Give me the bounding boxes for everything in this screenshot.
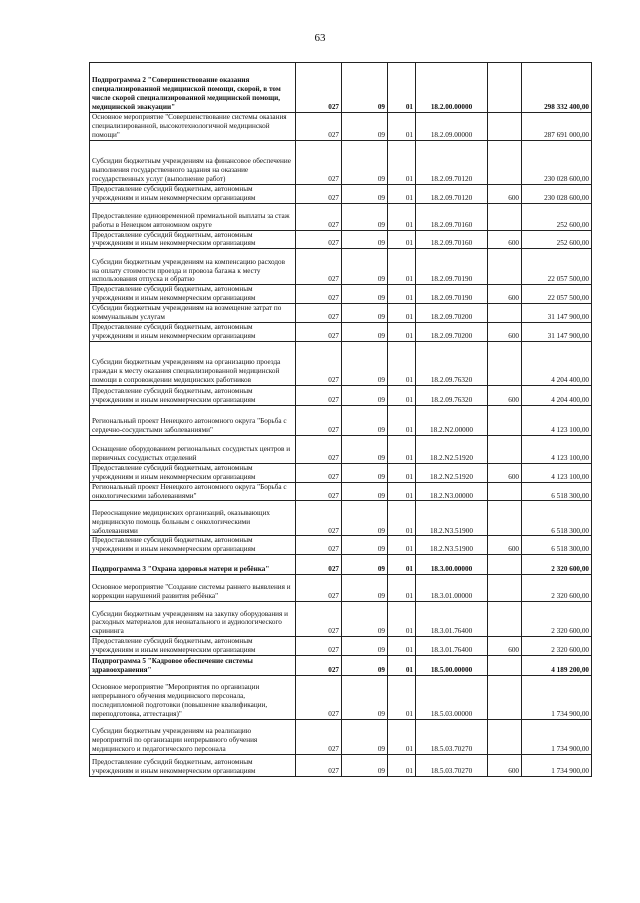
row-amount-cell: 252 600,00	[522, 230, 592, 249]
table-row	[90, 230, 592, 249]
row-admin-code-cell: 027	[296, 536, 342, 555]
row-name-cell: Предоставление субсидий бюджетным, автономным учреждениям и иным некоммерческим организациям	[90, 184, 296, 203]
row-amount-cell: 6 518 300,00	[522, 536, 592, 555]
table-row	[90, 501, 592, 536]
row-expense-type-cell	[488, 555, 522, 575]
row-section-cell: 09	[342, 435, 388, 463]
table-row	[90, 435, 592, 463]
row-subsection-cell: 01	[388, 482, 416, 501]
row-name-cell: Субсидии бюджетным учреждениям на организацию проезда граждан к месту оказания специализированной медицинской помощи в сопровождении медицинских работников	[90, 341, 296, 385]
row-admin-code-cell: 027	[296, 304, 342, 323]
row-section-cell: 09	[342, 203, 388, 230]
row-amount-cell: 4 123 100,00	[522, 405, 592, 435]
row-name-cell: Субсидии бюджетным учреждениям на закупку оборудования и расходных материалов для неонатального и аудиологического скрининга	[90, 602, 296, 637]
row-admin-code-cell: 027	[296, 482, 342, 501]
table-row	[90, 555, 592, 575]
row-section-cell: 09	[342, 575, 388, 602]
row-admin-code-cell: 027	[296, 322, 342, 341]
row-target-article-cell: 18.5.03.70270	[416, 755, 488, 777]
row-amount-cell: 230 028 600,00	[522, 184, 592, 203]
table-row	[90, 720, 592, 755]
row-admin-code-cell: 027	[296, 140, 342, 184]
row-name-cell: Субсидии бюджетным учреждениям на финансовое обеспечение выполнения государственного задания на оказание государственных услуг (выполнение работ)	[90, 140, 296, 184]
row-name-cell: Предоставление субсидий бюджетным, автономным учреждениям и иным некоммерческим организациям	[90, 637, 296, 656]
row-section-cell: 09	[342, 602, 388, 637]
row-expense-type-cell	[488, 113, 522, 141]
row-name-cell: Региональный проект Ненецкого автономного округа "Борьба с онкологическими заболеваниями"	[90, 482, 296, 501]
row-section-cell: 09	[342, 385, 388, 405]
table-row	[90, 304, 592, 323]
row-expense-type-cell	[488, 203, 522, 230]
table-row	[90, 602, 592, 637]
row-section-cell: 09	[342, 113, 388, 141]
page-number: 63	[314, 32, 326, 44]
table-row	[90, 113, 592, 141]
row-expense-type-cell	[488, 341, 522, 385]
row-expense-type-cell	[488, 140, 522, 184]
row-section-cell: 09	[342, 463, 388, 482]
row-target-article-cell: 18.3.01.76400	[416, 637, 488, 656]
row-expense-type-cell: 600	[488, 463, 522, 482]
row-amount-cell: 1 734 900,00	[522, 720, 592, 755]
row-target-article-cell: 18.2.N3.51900	[416, 536, 488, 555]
row-name-cell: Подпрограмма 2 "Совершенствование оказания специализированной медицинской помощи, скорой, в том числе скорой специализированной медицинской помощи, медицинской эвакуации"	[90, 63, 296, 113]
row-expense-type-cell	[488, 435, 522, 463]
row-subsection-cell: 01	[388, 720, 416, 755]
row-subsection-cell: 01	[388, 405, 416, 435]
row-target-article-cell: 18.2.N3.51900	[416, 501, 488, 536]
row-section-cell: 09	[342, 482, 388, 501]
row-name-cell: Субсидии бюджетным учреждениям на реализацию мероприятий по организации непрерывного обучения медицинского и педагогического персонала	[90, 720, 296, 755]
row-name-cell: Предоставление субсидий бюджетным, автономным учреждениям и иным некоммерческим организациям	[90, 230, 296, 249]
row-subsection-cell: 01	[388, 304, 416, 323]
row-name-cell: Региональный проект Ненецкого автономного округа "Борьба с сердечно-сосудистыми заболеваниями"	[90, 405, 296, 435]
row-target-article-cell: 18.2.N2.00000	[416, 405, 488, 435]
row-section-cell: 09	[342, 720, 388, 755]
row-name-cell: Предоставление субсидий бюджетным, автономным учреждениям и иным некоммерческим организациям	[90, 385, 296, 405]
row-section-cell: 09	[342, 230, 388, 249]
row-name-cell: Предоставление субсидий бюджетным, автономным учреждениям и иным некоммерческим организациям	[90, 463, 296, 482]
row-subsection-cell: 01	[388, 463, 416, 482]
row-subsection-cell: 01	[388, 676, 416, 720]
row-expense-type-cell	[488, 656, 522, 676]
row-name-cell: Основное мероприятие "Создание системы раннего выявления и коррекции нарушений развития ребёнка"	[90, 575, 296, 602]
row-target-article-cell: 18.2.09.70200	[416, 322, 488, 341]
row-subsection-cell: 01	[388, 322, 416, 341]
row-name-cell: Предоставление субсидий бюджетным, автономным учреждениям и иным некоммерческим организациям	[90, 755, 296, 777]
row-expense-type-cell: 600	[488, 184, 522, 203]
row-amount-cell: 22 057 500,00	[522, 285, 592, 304]
row-admin-code-cell: 027	[296, 656, 342, 676]
row-name-cell: Субсидии бюджетным учреждениям на компенсацию расходов на оплату стоимости проезда и провоза багажа к месту использования отпуска и обратно	[90, 249, 296, 285]
row-subsection-cell: 01	[388, 637, 416, 656]
row-target-article-cell: 18.2.09.70120	[416, 184, 488, 203]
row-name-cell: Предоставление субсидий бюджетным, автономным учреждениям и иным некоммерческим организациям	[90, 536, 296, 555]
row-section-cell: 09	[342, 656, 388, 676]
table-row	[90, 482, 592, 501]
row-expense-type-cell: 600	[488, 385, 522, 405]
row-expense-type-cell: 600	[488, 755, 522, 777]
row-subsection-cell: 01	[388, 555, 416, 575]
row-section-cell: 09	[342, 63, 388, 113]
row-target-article-cell: 18.2.09.70160	[416, 230, 488, 249]
row-subsection-cell: 01	[388, 184, 416, 203]
table-row	[90, 637, 592, 656]
row-target-article-cell: 18.3.00.00000	[416, 555, 488, 575]
row-admin-code-cell: 027	[296, 720, 342, 755]
row-admin-code-cell: 027	[296, 602, 342, 637]
row-subsection-cell: 01	[388, 385, 416, 405]
row-expense-type-cell	[488, 482, 522, 501]
row-subsection-cell: 01	[388, 536, 416, 555]
row-amount-cell: 298 332 400,00	[522, 63, 592, 113]
table-row	[90, 755, 592, 777]
table-row	[90, 656, 592, 676]
table-row	[90, 463, 592, 482]
row-subsection-cell: 01	[388, 230, 416, 249]
row-admin-code-cell: 027	[296, 385, 342, 405]
row-admin-code-cell: 027	[296, 755, 342, 777]
table-row	[90, 676, 592, 720]
row-amount-cell: 31 147 900,00	[522, 322, 592, 341]
row-name-cell: Подпрограмма 5 "Кадровое обеспечение системы здравоохранения"	[90, 656, 296, 676]
row-subsection-cell: 01	[388, 249, 416, 285]
row-admin-code-cell: 027	[296, 676, 342, 720]
row-target-article-cell: 18.2.N2.51920	[416, 463, 488, 482]
row-admin-code-cell: 027	[296, 405, 342, 435]
row-expense-type-cell: 600	[488, 322, 522, 341]
row-target-article-cell: 18.2.09.76320	[416, 341, 488, 385]
row-target-article-cell: 18.2.00.00000	[416, 63, 488, 113]
row-amount-cell: 2 320 600,00	[522, 602, 592, 637]
row-section-cell: 09	[342, 536, 388, 555]
row-admin-code-cell: 027	[296, 203, 342, 230]
row-subsection-cell: 01	[388, 285, 416, 304]
budget-table	[89, 62, 592, 777]
row-subsection-cell: 01	[388, 575, 416, 602]
row-subsection-cell: 01	[388, 501, 416, 536]
row-target-article-cell: 18.2.09.70200	[416, 304, 488, 323]
row-admin-code-cell: 027	[296, 63, 342, 113]
row-section-cell: 09	[342, 405, 388, 435]
table-row	[90, 285, 592, 304]
row-subsection-cell: 01	[388, 602, 416, 637]
row-target-article-cell: 18.2.09.70190	[416, 285, 488, 304]
row-amount-cell: 31 147 900,00	[522, 304, 592, 323]
row-target-article-cell: 18.3.01.76400	[416, 602, 488, 637]
row-amount-cell: 4 123 100,00	[522, 463, 592, 482]
table-row	[90, 341, 592, 385]
row-admin-code-cell: 027	[296, 555, 342, 575]
row-target-article-cell: 18.2.09.70120	[416, 140, 488, 184]
table-row	[90, 63, 592, 113]
row-amount-cell: 287 691 000,00	[522, 113, 592, 141]
row-target-article-cell: 18.5.00.00000	[416, 656, 488, 676]
row-expense-type-cell	[488, 405, 522, 435]
row-admin-code-cell: 027	[296, 249, 342, 285]
row-target-article-cell: 18.2.09.00000	[416, 113, 488, 141]
row-expense-type-cell: 600	[488, 285, 522, 304]
row-expense-type-cell	[488, 575, 522, 602]
row-expense-type-cell	[488, 602, 522, 637]
row-subsection-cell: 01	[388, 203, 416, 230]
row-amount-cell: 4 204 400,00	[522, 341, 592, 385]
row-name-cell: Предоставление субсидий бюджетным, автономным учреждениям и иным некоммерческим организациям	[90, 285, 296, 304]
row-admin-code-cell: 027	[296, 501, 342, 536]
row-section-cell: 09	[342, 322, 388, 341]
row-subsection-cell: 01	[388, 140, 416, 184]
row-name-cell: Основное мероприятие "Мероприятия по организации непрерывного обучения медицинского персонала, последипломной подготовки (повышение квалификации, переподготовка, аттестация)"	[90, 676, 296, 720]
row-target-article-cell: 18.2.09.70190	[416, 249, 488, 285]
table-row	[90, 140, 592, 184]
row-amount-cell: 1 734 900,00	[522, 755, 592, 777]
row-target-article-cell: 18.2.09.70160	[416, 203, 488, 230]
row-amount-cell: 6 518 300,00	[522, 501, 592, 536]
row-amount-cell: 2 320 600,00	[522, 555, 592, 575]
row-admin-code-cell: 027	[296, 575, 342, 602]
row-amount-cell: 4 204 400,00	[522, 385, 592, 405]
row-amount-cell: 2 320 600,00	[522, 575, 592, 602]
row-admin-code-cell: 027	[296, 230, 342, 249]
row-section-cell: 09	[342, 676, 388, 720]
row-amount-cell: 6 518 300,00	[522, 482, 592, 501]
row-amount-cell: 4 189 200,00	[522, 656, 592, 676]
row-admin-code-cell: 027	[296, 463, 342, 482]
row-expense-type-cell	[488, 676, 522, 720]
row-amount-cell: 230 028 600,00	[522, 140, 592, 184]
table-row	[90, 575, 592, 602]
row-subsection-cell: 01	[388, 656, 416, 676]
row-target-article-cell: 18.5.03.70270	[416, 720, 488, 755]
row-section-cell: 09	[342, 249, 388, 285]
row-section-cell: 09	[342, 341, 388, 385]
row-amount-cell: 4 123 100,00	[522, 435, 592, 463]
row-target-article-cell: 18.2.09.76320	[416, 385, 488, 405]
row-target-article-cell: 18.2.N3.00000	[416, 482, 488, 501]
row-section-cell: 09	[342, 285, 388, 304]
table-row	[90, 405, 592, 435]
row-amount-cell: 252 600,00	[522, 203, 592, 230]
row-section-cell: 09	[342, 304, 388, 323]
row-expense-type-cell	[488, 63, 522, 113]
row-expense-type-cell	[488, 720, 522, 755]
row-expense-type-cell: 600	[488, 536, 522, 555]
row-target-article-cell: 18.3.01.00000	[416, 575, 488, 602]
row-expense-type-cell: 600	[488, 230, 522, 249]
row-expense-type-cell: 600	[488, 637, 522, 656]
budget-table-body	[90, 63, 592, 777]
row-amount-cell: 2 320 600,00	[522, 637, 592, 656]
table-row	[90, 322, 592, 341]
row-target-article-cell: 18.2.N2.51920	[416, 435, 488, 463]
row-admin-code-cell: 027	[296, 184, 342, 203]
row-name-cell: Субсидии бюджетным учреждениям на возмещение затрат по коммунальным услугам	[90, 304, 296, 323]
row-admin-code-cell: 027	[296, 113, 342, 141]
row-expense-type-cell	[488, 249, 522, 285]
row-expense-type-cell	[488, 501, 522, 536]
row-name-cell: Подпрограмма 3 "Охрана здоровья матери и ребёнка"	[90, 555, 296, 575]
table-row	[90, 184, 592, 203]
row-section-cell: 09	[342, 184, 388, 203]
row-target-article-cell: 18.5.03.00000	[416, 676, 488, 720]
row-section-cell: 09	[342, 555, 388, 575]
row-subsection-cell: 01	[388, 63, 416, 113]
row-section-cell: 09	[342, 637, 388, 656]
row-subsection-cell: 01	[388, 755, 416, 777]
row-name-cell: Предоставление единовременной премиальной выплаты за стаж работы в Ненецком автономном округе	[90, 203, 296, 230]
table-row	[90, 536, 592, 555]
row-expense-type-cell	[488, 304, 522, 323]
row-subsection-cell: 01	[388, 113, 416, 141]
row-amount-cell: 1 734 900,00	[522, 676, 592, 720]
row-section-cell: 09	[342, 755, 388, 777]
table-row	[90, 385, 592, 405]
row-name-cell: Основное мероприятие "Совершенствование системы оказания специализированной, высокотехнологичной медицинской помощи"	[90, 113, 296, 141]
row-name-cell: Оснащение оборудованием региональных сосудистых центров и первичных сосудистых отделений	[90, 435, 296, 463]
row-amount-cell: 22 057 500,00	[522, 249, 592, 285]
table-row	[90, 203, 592, 230]
row-name-cell: Переоснащение медицинских организаций, оказывающих медицинскую помощь больным с онкологическими заболеваниями	[90, 501, 296, 536]
row-subsection-cell: 01	[388, 435, 416, 463]
row-admin-code-cell: 027	[296, 285, 342, 304]
row-section-cell: 09	[342, 501, 388, 536]
row-admin-code-cell: 027	[296, 341, 342, 385]
row-section-cell: 09	[342, 140, 388, 184]
row-admin-code-cell: 027	[296, 435, 342, 463]
row-subsection-cell: 01	[388, 341, 416, 385]
row-name-cell: Предоставление субсидий бюджетным, автономным учреждениям и иным некоммерческим организациям	[90, 322, 296, 341]
row-admin-code-cell: 027	[296, 637, 342, 656]
table-row	[90, 249, 592, 285]
